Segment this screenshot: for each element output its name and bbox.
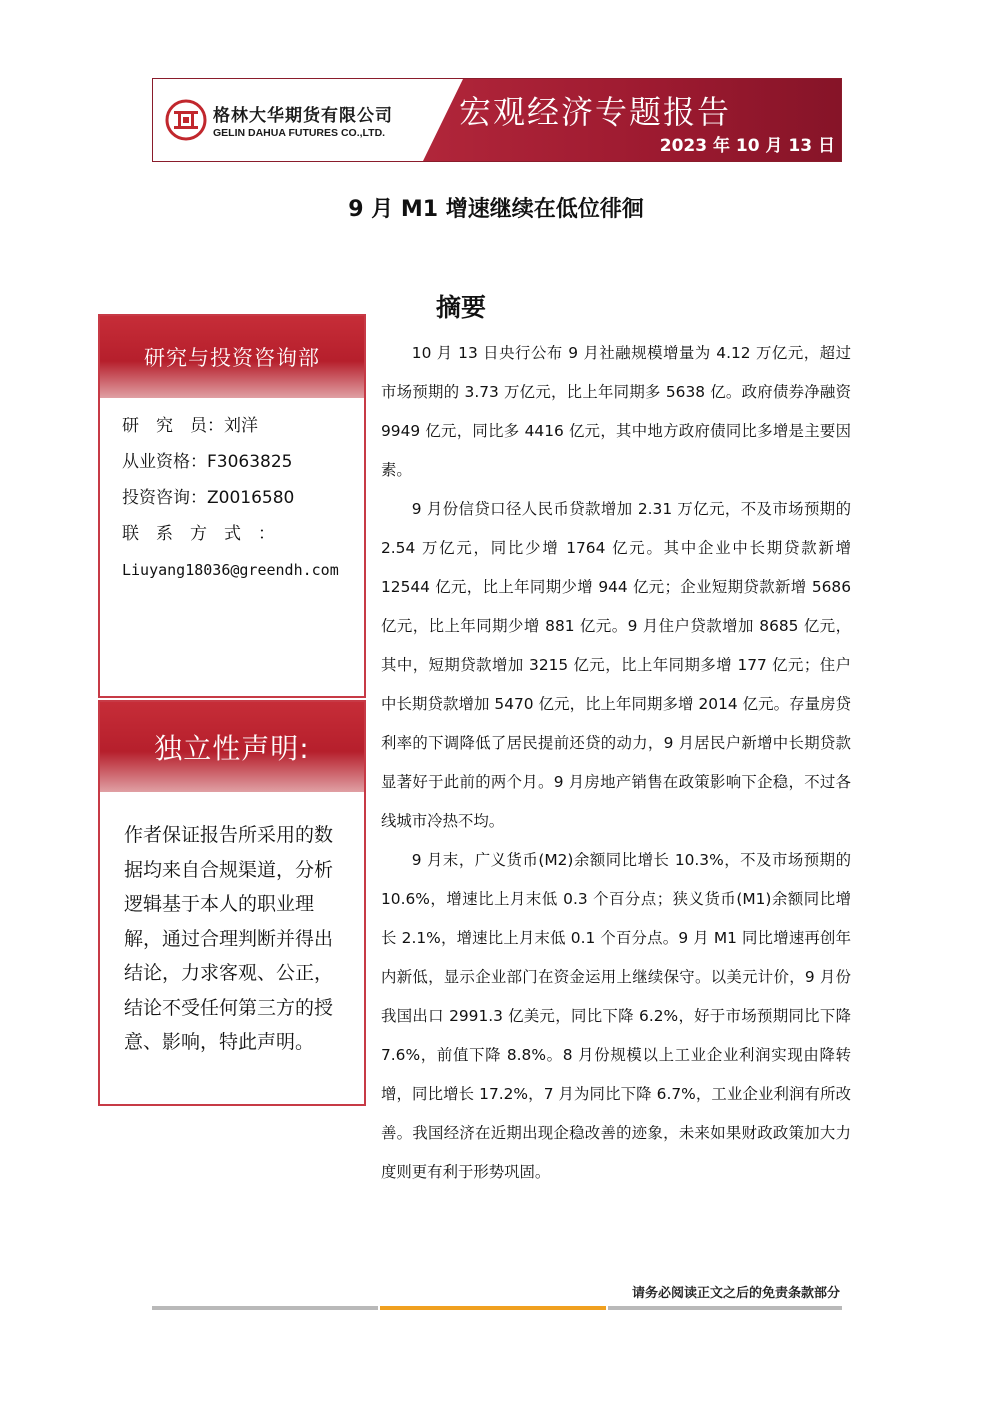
independence-statement-box (98, 700, 366, 1106)
report-type-title: 宏观经济专题报告 (459, 93, 732, 131)
abstract-paragraph-3: 9 月末，广义货币(M2)余额同比增长 10.3%，不及市场预期的 10.6%，增速比上月末低 0.3 个百分点；狭义货币(M1)余额同比增长 2.1%，增速比上月末低 0.1 个百分点。9 月 M1 同比增速再创年内新低，显示企业部门在资金运用上继续保守。以美元计价，9 月份我国出口 2991.3 亿美元，同比下降 6.2%，好于市场预期同比下降 7.6%，前值下降 8.8%。8 月份规模以上工业企业利润实现由降转增，同比增长 17.2%，7 月为同比下降 6.7%，工业企业利润有所改善。我国经济在近期出现企稳改善的迹象，未来如果财政政策加大力度则更有利于形势巩固。 (381, 851, 851, 1181)
document-title: 9 月 M1 增速继续在低位徘徊 (348, 197, 644, 222)
company-name-cn: 格林大华期货有限公司 (213, 106, 393, 126)
consult-number: Z0016580 (207, 488, 295, 508)
abstract-paragraph-2: 9 月份信贷口径人民币贷款增加 2.31 万亿元，不及市场预期的 2.54 万亿元，同比少增 1764 亿元。其中企业中长期贷款新增 12544 亿元，比上年同期少增 944 亿元；企业短期贷款新增 5686 亿元，比上年同期少增 881 亿元。9 月住户贷款增加 8685 亿元，其中，短期贷款增加 3215 亿元，比上年同期多增 177 亿元；住户中长期贷款增加 5470 亿元，比上年同期多增 2014 亿元。存量房贷利率的下调降低了居民提前还贷的动力，9 月居民户新增中长期贷款显著好于此前的两个月。9 月房地产销售在政策影响下企稳，不过各线城市冷热不均。 (381, 500, 851, 830)
disclaimer-title: 独立性声明: (100, 702, 364, 792)
qualification-number: F3063825 (207, 452, 293, 472)
researcher-row (122, 408, 344, 444)
department-title: 研究与投资咨询部 (100, 316, 364, 398)
abstract-heading: 摘要 (436, 293, 487, 322)
abstract-paragraph-1: 10 月 13 日央行公布 9 月社融规模增量为 4.12 万亿元，超过市场预期的 3.73 万亿元，比上年同期多 5638 亿。政府债券净融资 9949 亿元，同比多 4416 亿元，其中地方政府债同比多增是主要因素。 (381, 344, 851, 479)
contact-label: 联 系 方 式 ： (122, 524, 275, 544)
disclaimer-text: 作者保证报告所采用的数据均来自合规渠道，分析逻辑基于本人的职业理解，通过合理判断并得出结论，力求客观、公正，结论不受任何第三方的授意、影响，特此声明。 (124, 824, 334, 1053)
analyst-email-link[interactable]: Liuyang18036@greendh.com (122, 561, 339, 579)
footer-bar-middle (380, 1306, 606, 1310)
footer-bar-left (152, 1306, 378, 1310)
footer-bar-right (608, 1306, 842, 1310)
abstract-body (381, 334, 851, 1192)
report-date: 2023 年 10 月 13 日 (659, 136, 835, 156)
qualification-row (122, 444, 344, 480)
company-name-en: GELIN DAHUA FUTURES CO.,LTD. (213, 127, 386, 139)
consult-label: 投资咨询： (122, 488, 207, 508)
researcher-name: 刘洋 (224, 416, 258, 436)
company-logo-icon (165, 99, 207, 141)
researcher-label: 研 究 员： (122, 416, 224, 436)
contact-row (122, 516, 344, 552)
footer-disclaimer-note: 请务必阅读正文之后的免责条款部分 (631, 1286, 840, 1301)
qualification-label: 从业资格： (122, 452, 207, 472)
consult-row (122, 480, 344, 516)
header-banner (152, 78, 842, 162)
analyst-details (100, 398, 364, 588)
analyst-info-box (98, 314, 366, 698)
